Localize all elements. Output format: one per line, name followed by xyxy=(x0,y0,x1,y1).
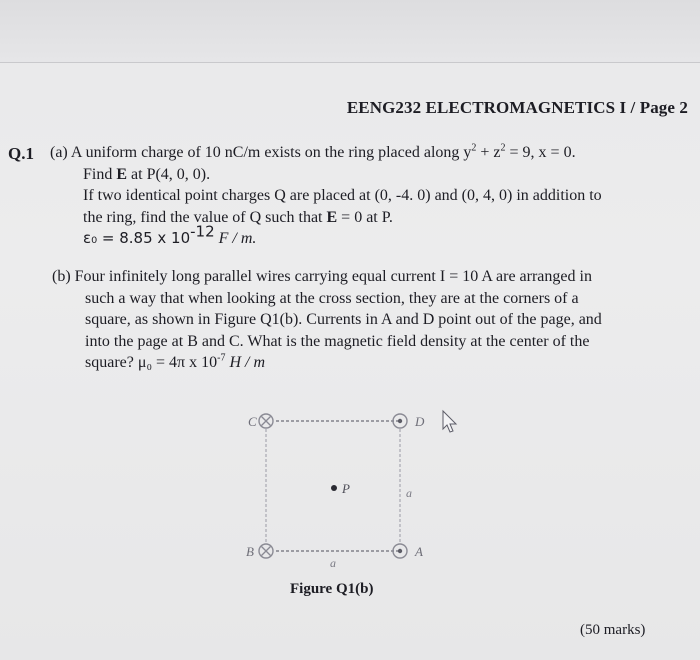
part-b-line-3 xyxy=(52,309,672,331)
label-d: D xyxy=(415,414,425,429)
page-edge-line xyxy=(0,62,700,63)
part-a-text-2a: Find xyxy=(83,165,117,183)
wire-d-out-icon xyxy=(393,414,407,428)
label-a: A xyxy=(415,544,423,559)
permeability-line xyxy=(52,352,672,374)
vector-e: E xyxy=(116,165,128,183)
part-a-line-3 xyxy=(50,185,670,207)
part-b-line-4 xyxy=(52,331,672,353)
vector-e-2: E xyxy=(326,208,338,226)
part-a-text-1: A uniform charge of 10 nC/m exists on the ring placed along y xyxy=(70,144,472,161)
part-b-line-2 xyxy=(52,288,672,310)
label-c: C xyxy=(248,414,257,429)
label-p: P xyxy=(342,481,350,496)
part-a-text-1b: + z xyxy=(476,144,501,161)
wire-b-into-icon xyxy=(259,544,273,558)
part-b-label: (b) xyxy=(52,268,71,285)
figure-q1b xyxy=(228,405,468,575)
part-b-text-4: into the page at B and C. What is the magnetic field density at the center of the xyxy=(85,332,590,350)
permittivity-line xyxy=(50,222,670,250)
part-a xyxy=(50,142,670,250)
question-number: Q.1 xyxy=(8,144,34,163)
label-b: B xyxy=(246,544,254,559)
part-a-line-2 xyxy=(50,164,670,186)
part-b xyxy=(52,266,672,374)
exp-z: 2 xyxy=(500,142,506,154)
part-a-text-2b: at P(4, 0, 0). xyxy=(127,165,211,183)
part-b-text-1: Four infinitely long parallel wires carrying equal current I = 10 A are arranged in xyxy=(74,268,592,285)
wire-c-into-icon xyxy=(259,414,273,428)
side-label-right: a xyxy=(406,486,412,500)
part-b-text-3: square, as shown in Figure Q1(b). Currents in A and D point out of the page, and xyxy=(85,311,602,328)
part-a-label: (a) xyxy=(50,144,68,161)
permittivity-unit: F / m. xyxy=(214,230,257,247)
part-a-text-4a: the ring, find the value of Q such that xyxy=(83,208,327,226)
part-a-line-1 xyxy=(50,142,670,164)
page-header: EENG232 ELECTROMAGNETICS I / Page 2 xyxy=(346,98,688,117)
part-a-text-1c: = 9, x = 0. xyxy=(505,144,576,161)
permeability-unit: H / m xyxy=(225,354,266,371)
wire-a-out-icon xyxy=(393,544,407,558)
permeability-exponent: -7 xyxy=(217,352,226,364)
point-p-dot xyxy=(331,485,337,491)
part-a-text-3: If two identical point charges Q are placed at (0, -4. 0) and (0, 4, 0) in addition to xyxy=(83,187,602,204)
top-shadow-band xyxy=(0,0,700,62)
part-a-line-4 xyxy=(50,207,670,229)
mouse-cursor-icon xyxy=(443,411,456,432)
exp-y: 2 xyxy=(471,142,477,154)
figure-caption: Figure Q1(b) xyxy=(290,581,374,597)
permittivity-value: ε₀ = 8.85 x 10 xyxy=(83,229,191,247)
marks-label: (50 marks) xyxy=(580,622,646,638)
part-b-line-1 xyxy=(52,266,672,288)
side-label-bottom: a xyxy=(330,556,336,570)
part-b-text-2: such a way that when looking at the cross section, they are at the corners of a xyxy=(85,289,579,307)
permittivity-exponent: -12 xyxy=(190,222,215,241)
permeability-value: square? μ₀ = 4π x 10 xyxy=(85,354,218,371)
part-a-text-4b: = 0 at P. xyxy=(337,208,393,226)
